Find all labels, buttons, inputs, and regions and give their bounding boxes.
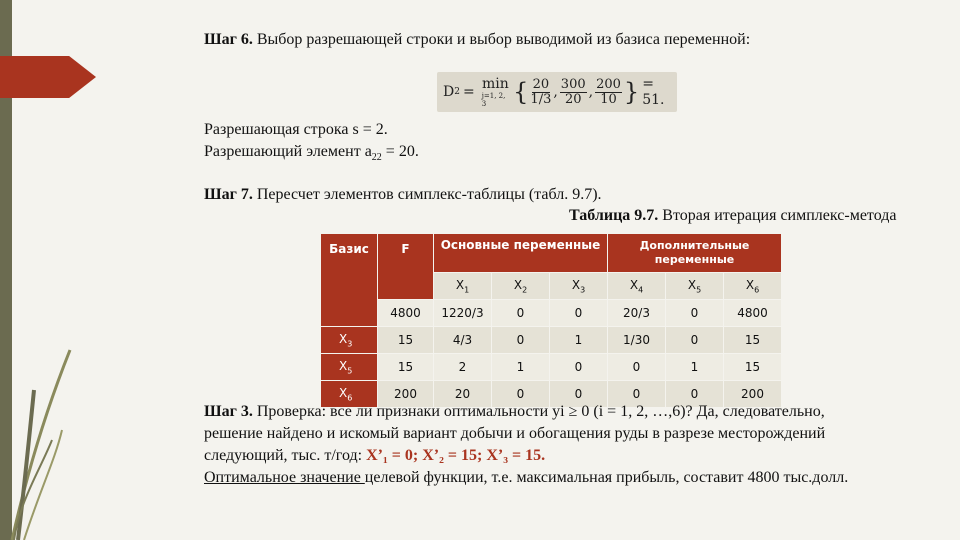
formula-image: D 2 = min j=1, 2, 3 { $\frac{20}{1/3}$ , $\frac{300}{20}$ , $\frac{200}{10}$ } = 51. xyxy=(437,72,677,112)
formula-frac-1-num: 20 xyxy=(532,76,550,92)
header-extra-vars: Дополнительные переменные xyxy=(608,234,782,273)
formula-frac-3 xyxy=(595,78,622,107)
formula-result: = 51. xyxy=(642,76,665,108)
step7-text: Пересчет элементов симплекс-таблицы (табл. 9.7). xyxy=(256,186,602,203)
header-f: F xyxy=(378,234,434,300)
formula-open-brace: { xyxy=(513,78,529,106)
var-x1 xyxy=(434,273,492,300)
table-cell: 0 xyxy=(666,381,724,408)
formula-min xyxy=(482,76,509,108)
step3-line-2: решение найдено и искомый вариант добычи и обогащения руды в разрезе месторождений xyxy=(204,425,826,442)
var-x4-base: X xyxy=(629,277,639,292)
resolving-row-line: Разрешающая строка s = 2. xyxy=(204,121,388,138)
var-x4 xyxy=(608,273,666,300)
table-cell: 1 xyxy=(492,354,550,381)
table-cell: 20 xyxy=(434,381,492,408)
table-cell: 2 xyxy=(434,354,492,381)
var-x3-sub: 3 xyxy=(580,285,586,295)
table-cell: 200 xyxy=(724,381,782,408)
basis-cell-base: X xyxy=(339,385,348,400)
table-cell: 0 xyxy=(608,381,666,408)
table-cell: 1 xyxy=(666,354,724,381)
table-cell: 200 xyxy=(378,381,434,408)
formula-min-label: min xyxy=(482,76,509,92)
basis-cell xyxy=(321,327,378,354)
formula-frac-3-num: 200 xyxy=(596,76,621,92)
formula-frac-2 xyxy=(560,78,587,107)
step6-text: Выбор разрешающей строки и выбор выводимой из базиса переменной: xyxy=(256,31,751,48)
var-x1-sub: 1 xyxy=(464,285,470,295)
table-row xyxy=(321,354,782,381)
resolving-element-suffix: = 20. xyxy=(381,143,419,160)
table-cell: 0 xyxy=(666,327,724,354)
step3-line4-underlined: Оптимальное значение xyxy=(204,469,365,486)
var-x5 xyxy=(666,273,724,300)
table-caption-text: Вторая итерация симплекс-метода xyxy=(662,207,897,224)
step6-label: Шаг 6. xyxy=(204,31,253,48)
step7-line xyxy=(204,185,602,205)
table-cell: 1 xyxy=(550,327,608,354)
f-cell: 0 xyxy=(550,300,608,327)
formula-lhs: D xyxy=(443,84,455,100)
basis-cell-sub: 5 xyxy=(347,366,353,376)
formula-frac-3-den: 10 xyxy=(600,91,617,107)
table-cell: 0 xyxy=(608,354,666,381)
formula-frac-2-den: 20 xyxy=(564,91,582,107)
formula-frac-1-den: 1/3 xyxy=(530,91,552,107)
f-cell: 1220/3 xyxy=(434,300,492,327)
arrow-decoration xyxy=(0,56,96,98)
var-x6-sub: 6 xyxy=(754,285,760,295)
var-x3 xyxy=(550,273,608,300)
step3-line3-prefix: следующий, тыс. т/год: xyxy=(204,447,367,464)
f-cell: 4800 xyxy=(378,300,434,327)
var-x5-sub: 5 xyxy=(696,285,702,295)
table-cell: 15 xyxy=(724,327,782,354)
table-cell: 1/30 xyxy=(608,327,666,354)
simplex-table xyxy=(320,233,782,408)
header-basis: Базис xyxy=(321,234,378,327)
formula-frac-1 xyxy=(530,78,551,107)
header-main-vars: Основные переменные xyxy=(434,234,608,273)
step7-label: Шаг 7. xyxy=(204,186,253,203)
step3-line-4 xyxy=(204,468,848,488)
basis-cell-sub: 6 xyxy=(347,393,353,403)
table-cell: 15 xyxy=(724,354,782,381)
formula-frac-2-num: 300 xyxy=(560,76,586,92)
var-x2-sub: 2 xyxy=(522,285,528,295)
var-x1-base: X xyxy=(455,277,465,292)
table-cell: 0 xyxy=(550,354,608,381)
f-cell: 4800 xyxy=(724,300,782,327)
var-x5-base: X xyxy=(687,277,697,292)
step3-line1-text: Проверка: все ли признаки оптимальности yi ≥ 0 (i = 1, 2, …,6)? Да, следовательно, xyxy=(256,403,825,420)
var-x2-base: X xyxy=(513,277,523,292)
formula-eq: = xyxy=(462,84,475,100)
f-cell: 0 xyxy=(666,300,724,327)
table-cell: 15 xyxy=(378,354,434,381)
table-row xyxy=(321,327,782,354)
formula-lhs-sub: 2 xyxy=(454,87,460,97)
f-cell: 0 xyxy=(492,300,550,327)
resolving-element-prefix: Разрешающий элемент a xyxy=(204,143,372,160)
table-cell: 15 xyxy=(378,327,434,354)
step6-line xyxy=(204,30,750,50)
table-caption xyxy=(569,206,896,226)
step3-line4-rest: целевой функции, т.е. максимальная прибыль, составит 4800 тыс.долл. xyxy=(364,469,849,486)
step3-label: Шаг 3. xyxy=(204,403,253,420)
step3-line-3 xyxy=(204,446,545,466)
f-cell: 20/3 xyxy=(608,300,666,327)
step3-answer: X’₁ = 0; X’₂ = 15; X’₃ = 15. xyxy=(366,447,546,464)
basis-cell xyxy=(321,354,378,381)
formula-close-brace: } xyxy=(623,78,640,106)
formula-min-sub: j=1, 2, 3 xyxy=(481,92,506,108)
table-cell: 0 xyxy=(492,381,550,408)
var-x6-base: X xyxy=(745,277,755,292)
basis-cell-sub: 3 xyxy=(347,339,353,349)
step3-line-1 xyxy=(204,402,825,422)
var-x4-sub: 4 xyxy=(638,285,644,295)
basis-cell-base: X xyxy=(339,331,348,346)
grass-decoration xyxy=(0,240,80,540)
table-cell: 4/3 xyxy=(434,327,492,354)
var-x2 xyxy=(492,273,550,300)
basis-cell-base: X xyxy=(339,358,348,373)
table-cell: 0 xyxy=(492,327,550,354)
resolving-element-line xyxy=(204,142,419,168)
f-row xyxy=(321,300,782,327)
table-cell: 0 xyxy=(550,381,608,408)
var-x3-base: X xyxy=(571,277,581,292)
var-x6 xyxy=(724,273,782,300)
resolving-element-sub: 22 xyxy=(371,152,382,164)
table-caption-label: Таблица 9.7. xyxy=(569,207,659,224)
